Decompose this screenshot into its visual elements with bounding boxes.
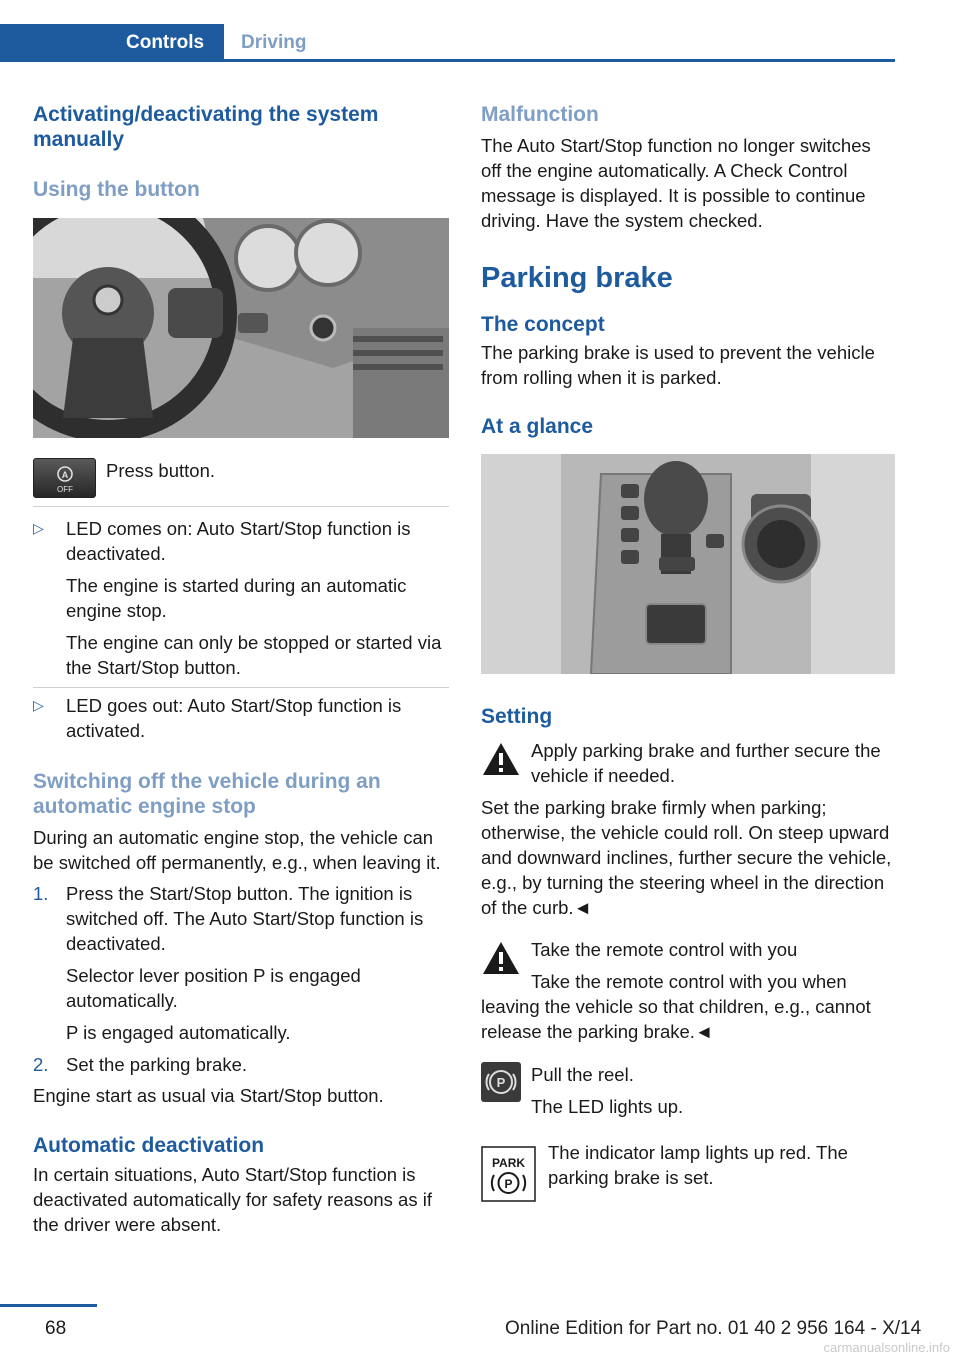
automatic-deactivation-text: In certain situations, Auto Start/Stop function is deactivated automatically for safety reasons as if the driver were absent. (33, 1164, 432, 1235)
list-item: ▷ LED goes out: Auto Start/Stop function is activated. (33, 687, 449, 743)
parking-brake-switch-icon (481, 1062, 521, 1102)
tab-driving[interactable]: Driving (241, 32, 307, 53)
pull-reel-row: P Pull the reel. The LED lights up. (481, 1062, 895, 1119)
malfunction-text: The Auto Start/Stop function no longer switches off the engine automatically. A Check Control message is displayed. It is possible to continue driving. Have the system checked. (481, 135, 871, 231)
triangle-bullet-icon: ▷ (33, 697, 44, 713)
park-label: PARK (491, 1156, 526, 1170)
edition-text: Online Edition for Part no. 01 40 2 956 164 - X/14 (505, 1318, 922, 1339)
right-column (481, 102, 895, 1190)
heading-at-a-glance: At a glance (481, 415, 594, 438)
warning-triangle-icon (481, 940, 521, 976)
section-header (0, 24, 895, 62)
dashboard-photo (33, 218, 449, 438)
warning-apply-brake: Apply parking brake and further secure the vehicle if needed. (481, 738, 895, 788)
heading-malfunction: Malfunction (481, 103, 599, 126)
warning-remote-control-text: leaving the vehicle so that children, e.g., cannot release the parking brake.◄ (481, 996, 871, 1042)
park-indicator-icon (481, 1146, 536, 1202)
off-label: OFF (57, 485, 73, 494)
warning-triangle-icon (481, 741, 521, 777)
heading-activating: Activating/deactivating the system manually (33, 103, 379, 151)
indicator-lamp-row: PARK P The indicator lamp lights up red. The parking brake is set. (481, 1140, 895, 1190)
warning-apply-brake-text: Set the parking brake firmly when parking; otherwise, the vehicle could roll. On steep upward and downward inclines, further secure the vehicle, e.g., by turning the steering wheel in the direction of the curb.◄ (481, 797, 892, 918)
heading-the-concept: The concept (481, 313, 605, 336)
auto-start-stop-off-button-icon (33, 458, 96, 498)
press-button-text: Press button. (106, 460, 216, 481)
watermark: carmanualsonline.info (823, 1340, 950, 1355)
svg-text:A: A (61, 470, 69, 480)
heading-switching-off: Switching off the vehicle during an automatic engine stop (33, 770, 381, 818)
engine-start-text: Engine start as usual via Start/Stop button. (33, 1085, 384, 1106)
tab-controls[interactable]: Controls (0, 24, 224, 59)
svg-text:P: P (496, 1075, 506, 1090)
heading-using-button: Using the button (33, 178, 200, 201)
list-item: ▷ LED comes on: Auto Start/Stop function is deactivated. The engine is started during an automatic engine stop. The engine can only be stopped or started via the Start/Stop button. (33, 518, 442, 678)
list-item: 1. Press the Start/Stop button. The ignition is switched off. The Auto Start/Stop function is deactivated. Selector lever position P is engaged automatically. P is engaged automatically. (33, 883, 424, 1043)
svg-text:P: P (504, 1177, 513, 1191)
steps-list (33, 881, 449, 1077)
triangle-bullet-icon: ▷ (33, 520, 44, 536)
footer-rule (0, 1304, 97, 1307)
heading-automatic-deactivation: Automatic deactivation (33, 1134, 265, 1157)
page-number: 68 (45, 1318, 67, 1339)
warning-remote-control: Take the remote control with you Take the remote control with you when (481, 937, 895, 994)
concept-text: The parking brake is used to prevent the vehicle from rolling when it is parked. (481, 342, 875, 388)
press-button-row (33, 458, 449, 500)
center-console-photo (481, 454, 895, 674)
heading-parking-brake: Parking brake (481, 262, 673, 294)
switching-off-text: During an automatic engine stop, the vehicle can be switched off permanently, e.g., when leaving it. (33, 827, 441, 873)
list-item: 2. Set the parking brake. (33, 1054, 247, 1075)
led-bullet-list (33, 516, 449, 743)
left-column (33, 102, 449, 1237)
heading-setting: Setting (481, 705, 553, 728)
